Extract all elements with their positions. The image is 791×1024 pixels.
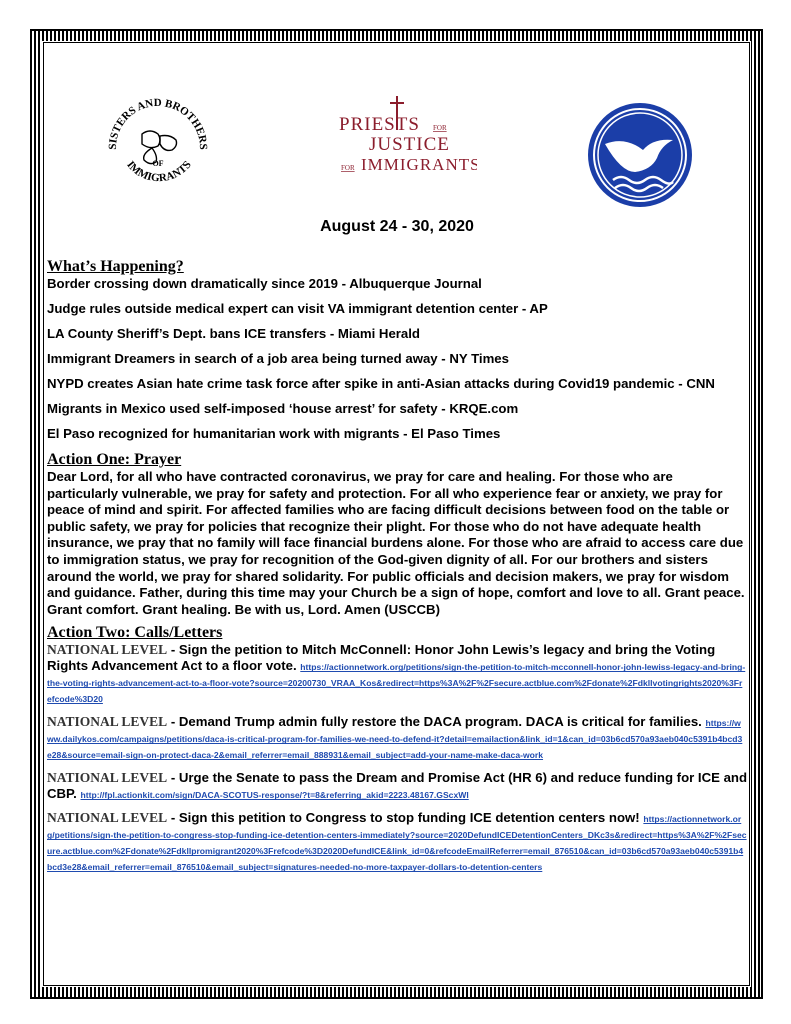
logo-left-of: OF [152,159,164,168]
action-item [47,642,747,706]
petition-link[interactable]: https://www.dailykos.com/campaigns/petitions/daca-is-critical-program-for-families-we-need-to-defend-it?detail=emailaction&link_id=1&can_id=03b6cd570a93aeb040c5391b4bcd3e28&source=email-sign-on-protect-daca-2&email_referrer=email_888931&email_subject=add-your-name-make-daca-work [47,718,743,761]
news-item[interactable]: Border crossing down dramatically since 2019 - Albuquerque Journal [47,276,482,291]
news-item[interactable]: Migrants in Mexico used self-imposed ‘house arrest’ for safety - KRQE.com [47,401,519,416]
petition-link[interactable]: http://fpl.actionkit.com/sign/DACA-SCOTUS-response/?t=8&referring_akid=2223.48167.GScxWl [80,790,469,801]
action-text: - Demand Trump admin fully restore the DACA program. DACA is critical for families. [167,714,706,730]
action-level: NATIONAL LEVEL [47,810,168,826]
sections [47,258,747,882]
logo-row [47,48,747,198]
action-item [47,770,747,802]
whats-happening-heading: What’s Happening? [47,258,184,275]
logo-left-bottom-text: IMMIGRANTS [124,158,194,185]
action-text: - Urge the Senate to pass the Dream and Promise Act (HR 6) and reduce funding for ICE and CBP. [47,770,748,802]
sisters-brothers-logo [102,88,214,198]
news-item[interactable]: Judge rules outside medical expert can visit VA immigrant detention center - AP [47,301,548,316]
logo-justice-text: JUSTICE [369,134,450,155]
news-item[interactable]: NYPD creates Asian hate crime task force after spike in anti-Asian attacks during Covid19 pandemic - CNN [47,376,715,391]
petition-link[interactable]: https://actionnetwork.org/petitions/sign-the-petition-to-mitch-mcconnell-honor-john-lewiss-legacy-and-bring-the-voting-rights-advancement-act-to-a-floor-vote?source=20200730_VRAA_Kos&redirect=https%3A%2F%2Fsecure.actblue.com%2Fdonate%2Fdkllvotingrights2020%3Frefcode%3D20 [47,662,746,705]
action-level: NATIONAL LEVEL [47,714,168,730]
action-text: - Sign the petition to Mitch McConnell: Honor John Lewis’s legacy and bring the Voting Rights Advancement Act to a floor vote. [47,642,716,674]
action-text: - Sign this petition to Congress to stop funding ICE detention centers now! [167,810,644,826]
newsletter-content [47,48,748,873]
action-item [47,714,747,762]
logo-for-1: FOR [433,124,447,132]
news-list [47,276,747,442]
logo-priests-text: PRIESTS [339,114,420,135]
news-item[interactable]: Immigrant Dreamers in search of a job area being turned away - NY Times [47,351,509,366]
logo-for-2: FOR [341,164,355,172]
action-level: NATIONAL LEVEL [47,642,168,658]
action-one-heading: Action One: Prayer [47,451,182,468]
priests-justice-logo [327,88,477,188]
logo-immigrants-text: IMMIGRANTS [361,155,477,174]
action-level: NATIONAL LEVEL [47,770,168,786]
logo-left-top-text: SISTERS AND BROTHERS [106,96,210,150]
action-item [47,810,747,874]
svg-text:SISTERS AND BROTHERS [107,97,209,150]
action-two-heading: Action Two: Calls/Letters [47,624,223,642]
issue-date: August 24 - 30, 2020 [320,218,474,235]
news-item[interactable]: LA County Sheriff’s Dept. bans ICE transfers - Miami Herald [47,326,420,341]
dove-emblem-logo [585,100,695,210]
news-item[interactable]: El Paso recognized for humanitarian work with migrants - El Paso Times [47,426,501,441]
prayer-text: Dear Lord, for all who have contracted coronavirus, we pray for care and healing. For those who are particularly vulnerable, we pray for safety and protection. For all who experience fear or anxiety, we pray for peace of mind and spirit. For affected families who are facing difficult decisions between food on the table or public safety, we pray for policies that recognize their plight. For those who do not have adequate health insurance, we pray that no family will face financial burdens alone. For those who are afraid to access care due to immigration status, we pray for recognition of the God-given dignity of all. For our brothers and sisters around the world, we pray for shared solidarity. For public officials and decision makers, we pray for wisdom and guidance. Father, during this time may your Church be a sign of hope, comfort and love to all. Grant peace. Grant comfort. Grant healing. Be with us, Lord. Amen (USCCB) [47,469,745,617]
petition-link[interactable]: https://actionnetwork.org/petitions/sign-the-petition-to-congress-stop-funding-ice-detention-centers-immediately?source=2020DefundICEDetentionCenters_DKc3s&redirect=https%3A%2F%2Fsecure.actblue.com%2Fdonate%2Fdkllpromigrant2020%3Frefcode%3D2020DefundICE&link_id=0&refcodeEmailReferrer=email_876510&can_id=03b6cd570a93aeb040c5391b4bcd3e28&email_referrer=email_876510&email_subject=signatures-needed-no-more-taxpayer-dollars-to-detention-centers [47,814,747,873]
